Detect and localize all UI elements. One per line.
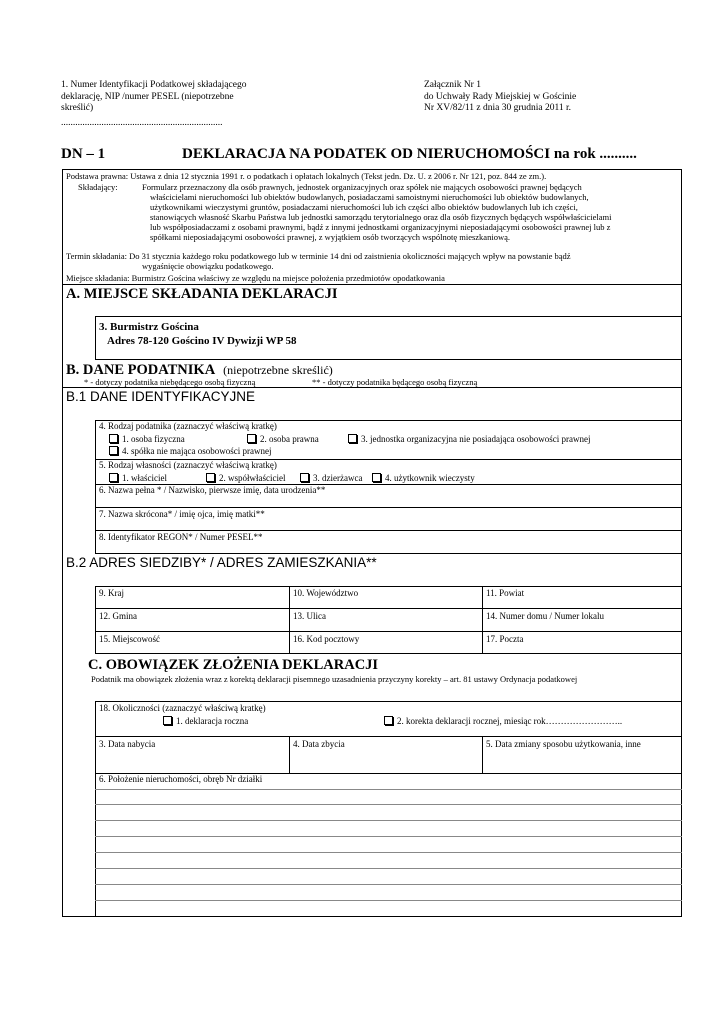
entry-line[interactable]: [95, 900, 682, 901]
entry-line[interactable]: [95, 789, 682, 790]
note-non-person: * - dotyczy podatnika niebędącego osobą fizyczną: [84, 377, 256, 387]
divider: [62, 284, 682, 285]
checkbox[interactable]: [109, 434, 118, 443]
street-field[interactable]: 13. Ulica: [293, 611, 326, 621]
taxpayer-type-label: 4. Rodzaj podatnika (zaznaczyć właściwą kratkę): [99, 421, 277, 431]
option-org-unit[interactable]: 3. jednostka organizacyjna nie posiadająca osobowości prawnej: [348, 434, 591, 445]
property-location-label: 6. Położenie nieruchomości, obręb Nr działki: [99, 774, 263, 784]
filers-text: Formularz przeznaczony dla osób prawnych, jednostek organizacyjnych oraz spółek nie mających osobowości prawnej będących właścicielami nieruchomości lub obiektów budowlanych, posiadaczami samoistnymi nieruchomości lub obiektów budowlanych, użytkownikami wieczystymi gruntów, posiadaczami nieruchomości lub ich części albo obiektów budowlanych lub ich części, stanowiących własność Skarbu Państwa lub jednostki samorządu terytorialnego oraz dla osób fizycznych będących współwłaścicielami lub współposiadaczami z osobami prawnymi, bądź z innymi jednostkami organizacyjnymi nieposiadającymi osobowości prawnej lub z spółkami nieposiadającymi osobowości prawnej, z wyjątkiem osób tworzących wspólnotę mieszkaniową.: [142, 182, 612, 242]
voivodeship-field[interactable]: 10. Województwo: [293, 588, 359, 598]
legal-basis: Podstawa prawna: Ustawa z dnia 12 stycznia 1991 r. o podatkach i opłatach lokalnych (Tekst jedn. Dz. U. z 2006 r. Nr 121, poz. 844 ze zm.).: [66, 171, 547, 181]
full-name-field[interactable]: 6. Nazwa pełna * / Nazwisko, pierwsze imię, data urodzenia**: [99, 485, 326, 495]
commune-field[interactable]: 12. Gmina: [99, 611, 137, 621]
divider: [95, 631, 682, 632]
option-partnership[interactable]: 4. spółka nie mająca osobowości prawnej: [109, 446, 271, 457]
checkbox[interactable]: [163, 716, 172, 725]
section-a-title: A. MIEJSCE SKŁADANIA DEKLARACJI: [66, 286, 338, 302]
form-code: DN – 1: [61, 146, 106, 162]
checkbox[interactable]: [372, 473, 381, 482]
section-b2-title: B.2 ADRES SIEDZIBY* / ADRES ZAMIESZKANIA**: [66, 555, 377, 570]
checkbox[interactable]: [348, 434, 357, 443]
disposal-date-field[interactable]: 4. Data zbycia: [293, 739, 345, 749]
filing-authority: 3. Burmistrz Gościna Adres 78-120 Gościno IV Dywizji WP 58: [99, 321, 297, 347]
checkbox[interactable]: [384, 716, 393, 725]
ownership-type-label: 5. Rodzaj własności (zaznaczyć właściwą kratkę): [99, 460, 277, 470]
country-field[interactable]: 9. Kraj: [99, 588, 124, 598]
checkbox[interactable]: [109, 473, 118, 482]
option-perpetual-user[interactable]: 4. użytkownik wieczysty: [372, 473, 475, 484]
postal-code-field[interactable]: 16. Kod pocztowy: [293, 634, 360, 644]
usage-change-date-field[interactable]: 5. Data zmiany sposobu użytkowania, inne: [486, 739, 641, 749]
checkbox[interactable]: [206, 473, 215, 482]
circumstances-label: 18. Okoliczności (zaznaczyć właściwą kratkę): [99, 703, 266, 713]
option-co-owner[interactable]: 2. współwłaściciel: [206, 473, 286, 484]
section-b1-title: B.1 DANE IDENTYFIKACYJNE: [66, 389, 256, 404]
locality-field[interactable]: 15. Miejscowość: [99, 634, 160, 644]
section-b-title: B. DANE PODATNIKA (niepotrzebne skreślić): [66, 362, 333, 378]
annex-reference: Załącznik Nr 1 do Uchwały Rady Miejskiej w Gościnie Nr XV/82/11 z dnia 30 grudnia 2011 r.: [424, 80, 577, 113]
deadline: Termin składania: Do 31 stycznia każdego roku podatkowego lub w terminie 14 dni od zaistnienia okoliczności mających wpływ na powstanie bądź wygaśnięcie obowiązku podatkowego.: [66, 251, 571, 271]
option-natural-person[interactable]: 1. osoba fizyczna: [109, 434, 185, 445]
divider: [95, 530, 682, 531]
checkbox[interactable]: [247, 434, 256, 443]
option-correction[interactable]: 2. korekta deklaracji rocznej, miesiąc rok……………………..: [384, 716, 622, 727]
entry-line[interactable]: [95, 820, 682, 821]
divider: [62, 387, 682, 388]
divider: [95, 507, 682, 508]
entry-line[interactable]: [95, 852, 682, 853]
option-lessee[interactable]: 3. dzierżawca: [300, 473, 362, 484]
filing-place: Miejsce składania: Burmistrz Gościna właściwy ze względu na miejsce położenia przedmiotów opodatkowania: [66, 273, 445, 283]
option-owner[interactable]: 1. właściciel: [109, 473, 167, 484]
checkbox[interactable]: [300, 473, 309, 482]
option-legal-person[interactable]: 2. osoba prawna: [247, 434, 319, 445]
entry-line[interactable]: [95, 836, 682, 837]
section-c-title: C. OBOWIĄZEK ZŁOŻENIA DEKLARACJI: [88, 657, 379, 673]
post-office-field[interactable]: 17. Poczta: [486, 634, 524, 644]
divider: [95, 608, 682, 609]
house-number-field[interactable]: 14. Numer domu / Numer lokalu: [486, 611, 604, 621]
divider: [482, 736, 483, 773]
divider: [289, 586, 290, 654]
divider: [95, 736, 682, 737]
short-name-field[interactable]: 7. Nazwa skrócona* / imię ojca, imię matki**: [99, 509, 265, 519]
form-title: DEKLARACJA NA PODATEK OD NIERUCHOMOŚCI na rok ..........: [182, 146, 637, 162]
note-person: ** - dotyczy podatnika będącego osobą fizyczną: [312, 377, 478, 387]
entry-line[interactable]: [95, 804, 682, 805]
filers-label: Składający:: [78, 182, 118, 192]
taxpayer-id-label: 1. Numer Identyfikacji Podatkowej składającego deklarację, NIP /numer PESEL (niepotrzebne skreślić) ....................................................................: [61, 80, 247, 128]
checkbox[interactable]: [109, 446, 118, 455]
county-field[interactable]: 11. Powiat: [486, 588, 525, 598]
entry-line[interactable]: [95, 884, 682, 885]
acquisition-date-field[interactable]: 3. Data nabycia: [99, 739, 156, 749]
divider: [289, 736, 290, 773]
section-c-note: Podatnik ma obowiązek złożenia wraz z korektą deklaracji pisemnego uzasadnienia przyczyny korekty – art. 81 ustawy Ordynacja podatkowej: [91, 674, 578, 684]
option-annual-declaration[interactable]: 1. deklaracja roczna: [163, 716, 248, 727]
taxpayer-id-field[interactable]: ....................................................................: [61, 117, 223, 128]
regon-pesel-field[interactable]: 8. Identyfikator REGON* / Numer PESEL**: [99, 532, 263, 542]
divider: [482, 586, 483, 654]
entry-line[interactable]: [95, 868, 682, 869]
